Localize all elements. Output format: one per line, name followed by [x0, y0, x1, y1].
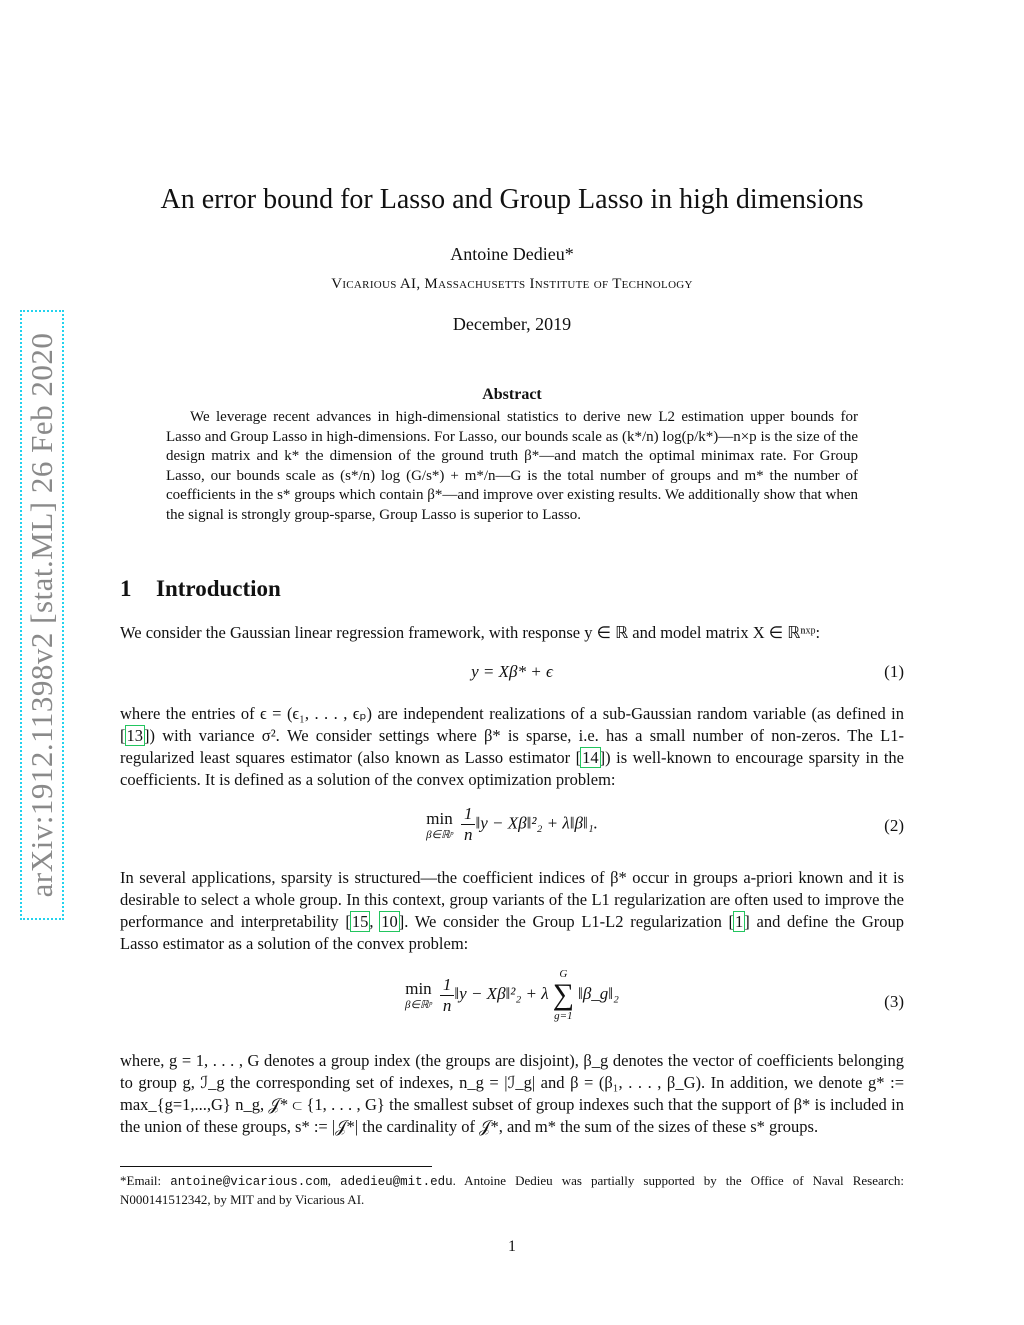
citation-link-13[interactable]: 13: [126, 726, 143, 745]
fraction-numerator: 1: [440, 975, 455, 996]
text-run: ,: [369, 912, 381, 931]
section-heading: [120, 576, 281, 602]
equation-2-label: (2): [884, 816, 904, 835]
min-text: min: [405, 979, 432, 998]
equation-1-label: (1): [884, 662, 904, 681]
text-run: ,: [327, 1173, 341, 1188]
citation-link-1[interactable]: 1: [735, 912, 744, 931]
equation-3-math: [120, 968, 904, 1022]
equation-2-rest: ‖y − Xβ‖²₂ + λ‖β‖₁.: [475, 813, 598, 833]
footnote-text: . Antoine Dedieu was partially supported by the Office of Naval Research: N000141512342, by MIT and by Vicarious AI.: [120, 1173, 904, 1207]
equation-3-tail: ‖β_g‖₂: [578, 983, 619, 1003]
intro-paragraph-4: [120, 1050, 904, 1138]
fraction-numerator: 1: [461, 804, 476, 825]
abstract-heading: Abstract: [482, 386, 542, 403]
paragraph-text: where, g = 1, . . . , G denotes a group index (the groups are disjoint), β_g denotes the vector of coefficients belonging to group g, ℐ_g the corresponding set of indexes, n_g = |ℐ_g| and β = (β₁, . . . , β_G). In addition, we denote g* := max_{g=1,...,G} n_g, 𝒥* ⊂ {1, . . . , G} the smallest subset of group indexes such that the support of β* is included in the union of these groups, s* := |𝒥*| the cardinality of 𝒥*, and m* the sum of the sizes of these s* groups.: [120, 1051, 904, 1136]
text-run: ]. We consider the Group L1-L2 regularization [: [398, 912, 735, 931]
intro-paragraph-1: [120, 622, 904, 644]
email-link-1[interactable]: antoine@vicarious.com: [170, 1175, 328, 1189]
section-number: 1: [120, 576, 132, 601]
fraction-denominator: n: [442, 995, 452, 1015]
min-text: min: [426, 808, 453, 828]
text-run: In several applications, sparsity is structured—the coefficient indices of β* occur in groups a-priori known and it is desirable to select a whole group. In this context, group variants of the L1 regularization are often used to improve the performance and interpretability [: [120, 868, 904, 931]
equation-3-middle: ‖y − Xβ‖²₂ + λ: [454, 983, 549, 1003]
equation-1: [120, 662, 904, 686]
intro-paragraph-3: [120, 867, 904, 955]
min-subscript: β∈ℝᵖ: [405, 999, 432, 1011]
fraction: [440, 975, 455, 1016]
page-number: 1: [508, 1238, 516, 1255]
citation-link-14[interactable]: 14: [582, 748, 599, 767]
min-operator: [405, 979, 432, 1011]
sum-lower-limit: g=1: [554, 1010, 573, 1022]
text-run: ] and define the Group Lasso estimator as a solution of the convex problem:: [120, 912, 904, 953]
fraction: [461, 804, 476, 845]
abstract-text: We leverage recent advances in high-dimensional statistics to derive new L2 estimation upper bounds for Lasso and Group Lasso in high-dimensions. For Lasso, our bounds scale as (k*/n) log(p/k*)—n×p is the size of the design matrix and k* the dimension of the ground truth β*—and match the optimal minimax rate. For Group Lasso, our bounds scale as (s*/n) log (G/s*) + m*/n—G is the total number of groups and m* the number of coefficients in the s* groups which contain β*—and improve over existing results. We additionally show that when the signal is strongly group-sparse, Group Lasso is superior to Lasso.: [166, 409, 858, 523]
text-run: ]) is well-known to encourage sparsity in the coefficients. It is defined as a solution of the convex optimization problem:: [120, 748, 904, 789]
paper-title: An error bound for Lasso and Group Lasso in high dimensions: [160, 184, 864, 215]
equation-3-label: (3): [884, 992, 904, 1011]
equation-2: [120, 804, 904, 852]
affiliation: Vicarious AI, Massachusetts Institute of Technology: [331, 276, 693, 292]
abstract-body: [166, 408, 858, 526]
email-link-2[interactable]: adedieu@mit.edu: [340, 1175, 453, 1189]
equation-1-math: y = Xβ* + ϵ: [471, 662, 553, 681]
citation-link-10[interactable]: 10: [381, 912, 398, 931]
footnote-prefix: *Email:: [120, 1173, 171, 1188]
paper-date: December, 2019: [452, 314, 572, 334]
sum-upper-limit: G: [559, 968, 568, 980]
sum-operator: [553, 968, 574, 1022]
author-name: Antoine Dedieu*: [450, 244, 574, 264]
min-operator: [426, 809, 453, 841]
footnote: [120, 1172, 904, 1209]
text-run: ]) with variance σ². We consider settings where β* is sparse, i.e. has a small number of non-zeros. The L1-regularized least squares estimator (also known as Lasso estimator [: [120, 726, 904, 767]
footnote-divider: [120, 1166, 432, 1167]
arxiv-id: arXiv:1912.11398v2 [stat.ML] 26 Feb 2020: [24, 332, 59, 898]
paragraph-text: [120, 703, 904, 791]
sigma-icon: ∑: [552, 978, 575, 1011]
equation-2-math: [120, 804, 904, 845]
citation-link-15[interactable]: 15: [351, 912, 369, 931]
equation-3: [120, 968, 904, 1040]
paragraph-text: We consider the Gaussian linear regression framework, with response y ∈ ℝ and model matrix X ∈ ℝⁿˣᵖ:: [120, 623, 821, 642]
paragraph-text: [120, 867, 904, 955]
text-run: where the entries of ϵ = (ϵ₁, . . . , ϵₚ) are independent realizations of a sub-Gaussian random variable (as defined in [: [120, 704, 904, 745]
min-subscript: β∈ℝᵖ: [426, 828, 453, 841]
intro-paragraph-2: [120, 703, 904, 791]
fraction-denominator: n: [463, 825, 473, 844]
section-title: Introduction: [156, 576, 281, 601]
